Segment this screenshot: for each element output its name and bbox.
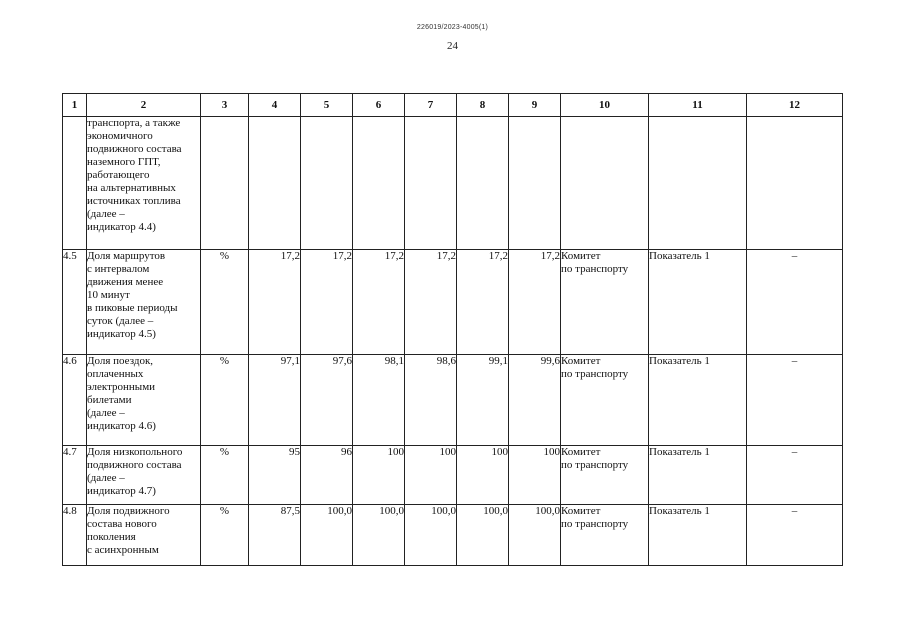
indicator-name [87,250,201,355]
executor-cell [561,250,649,355]
indicator-name-line: 10 минут [87,289,130,301]
executor-cell [561,355,649,446]
row-number [63,117,87,250]
unit-cell: % [201,250,249,355]
note-cell: – [747,505,843,566]
indicator-name-line: оплаченных [87,368,144,380]
column-header: 11 [649,94,747,117]
value-cell: 100 [509,446,561,505]
indicator-name-line: экономичного [87,130,153,142]
column-header: 9 [509,94,561,117]
row-number: 4.8 [63,505,87,566]
value-cell: 17,2 [301,250,353,355]
column-header: 10 [561,94,649,117]
page-number: 24 [447,40,458,52]
value-cell: 100,0 [353,505,405,566]
indicator-name-line: на альтернативных [87,182,176,194]
value-cell: 100 [353,446,405,505]
row-number: 4.7 [63,446,87,505]
indicator-name-line: Доля низкопольного [87,446,183,458]
indicator-name-line: работающего [87,169,150,181]
indicator-name-line: подвижного состава [87,459,182,471]
header-row [63,94,843,117]
reference-cell: Показатель 1 [649,250,747,355]
column-header: 12 [747,94,843,117]
indicator-name-line: поколения [87,531,136,543]
note-cell: – [747,446,843,505]
indicator-name-line: Доля подвижного [87,505,170,517]
table-row [63,446,843,505]
value-cell: 100,0 [405,505,457,566]
value-cell: 100,0 [301,505,353,566]
value-cell: 100,0 [509,505,561,566]
table-row [63,117,843,250]
column-header: 2 [87,94,201,117]
executor-cell [561,117,649,250]
column-header: 6 [353,94,405,117]
column-header: 7 [405,94,457,117]
indicator-name-line: состава нового [87,518,157,530]
indicator-name-line: с асинхронным [87,544,159,556]
reference-cell: Показатель 1 [649,355,747,446]
indicator-name [87,117,201,250]
reference-cell: Показатель 1 [649,505,747,566]
unit-cell: % [201,446,249,505]
executor-line: по транспорту [561,459,629,471]
value-cell: 87,5 [249,505,301,566]
indicator-name-line: (далее – [87,407,125,419]
executor-cell [561,505,649,566]
value-cell [301,117,353,250]
executor-line: Комитет [561,250,601,262]
value-cell [249,117,301,250]
indicator-name-line: индикатор 4.5) [87,328,156,340]
value-cell: 100 [405,446,457,505]
table-row [63,250,843,355]
indicator-name-line: билетами [87,394,132,406]
value-cell: 96 [301,446,353,505]
unit-cell: % [201,505,249,566]
indicator-name-line: подвижного состава [87,143,182,155]
indicator-name-line: транспорта, а также [87,117,181,129]
value-cell: 98,6 [405,355,457,446]
value-cell: 97,1 [249,355,301,446]
table-row [63,505,843,566]
value-cell: 99,1 [457,355,509,446]
value-cell [509,117,561,250]
executor-line: по транспорту [561,263,629,275]
column-header: 4 [249,94,301,117]
indicator-name-line: (далее – [87,472,125,484]
column-header: 8 [457,94,509,117]
unit-cell [201,117,249,250]
executor-line: по транспорту [561,368,629,380]
value-cell: 97,6 [301,355,353,446]
value-cell: 17,2 [509,250,561,355]
value-cell: 17,2 [405,250,457,355]
indicator-name-line: Доля маршрутов [87,250,166,262]
note-cell: – [747,250,843,355]
value-cell: 98,1 [353,355,405,446]
indicator-name-line: электронными [87,381,156,393]
indicator-name-line: суток (далее – [87,315,154,327]
value-cell: 99,6 [509,355,561,446]
indicator-name-line: индикатор 4.6) [87,420,156,432]
executor-line: Комитет [561,446,601,458]
row-number: 4.5 [63,250,87,355]
reference-cell [649,117,747,250]
value-cell: 100,0 [457,505,509,566]
indicator-name-line: в пиковые периоды [87,302,178,314]
indicator-name-line: источниках топлива [87,195,181,207]
unit-cell: % [201,355,249,446]
indicator-name [87,505,201,566]
value-cell: 100 [457,446,509,505]
indicator-name-line: движения менее [87,276,164,288]
indicator-name-line: индикатор 4.4) [87,221,156,233]
executor-cell [561,446,649,505]
column-header: 1 [63,94,87,117]
value-cell [405,117,457,250]
indicator-table [62,93,843,566]
value-cell: 17,2 [249,250,301,355]
indicator-name [87,355,201,446]
indicator-name-line: Доля поездок, [87,355,154,367]
indicator-name-line: индикатор 4.7) [87,485,156,497]
value-cell [353,117,405,250]
row-number: 4.6 [63,355,87,446]
note-cell: – [747,355,843,446]
indicator-name-line: с интервалом [87,263,150,275]
value-cell: 17,2 [353,250,405,355]
column-header: 3 [201,94,249,117]
document-id: 226019/2023-4005(1) [416,24,489,31]
column-header: 5 [301,94,353,117]
executor-line: Комитет [561,355,601,367]
note-cell [747,117,843,250]
value-cell: 95 [249,446,301,505]
table-row [63,355,843,446]
value-cell [457,117,509,250]
reference-cell: Показатель 1 [649,446,747,505]
executor-line: по транспорту [561,518,629,530]
value-cell: 17,2 [457,250,509,355]
executor-line: Комитет [561,505,601,517]
indicator-name [87,446,201,505]
indicator-name-line: (далее – [87,208,125,220]
indicator-name-line: наземного ГПТ, [87,156,161,168]
